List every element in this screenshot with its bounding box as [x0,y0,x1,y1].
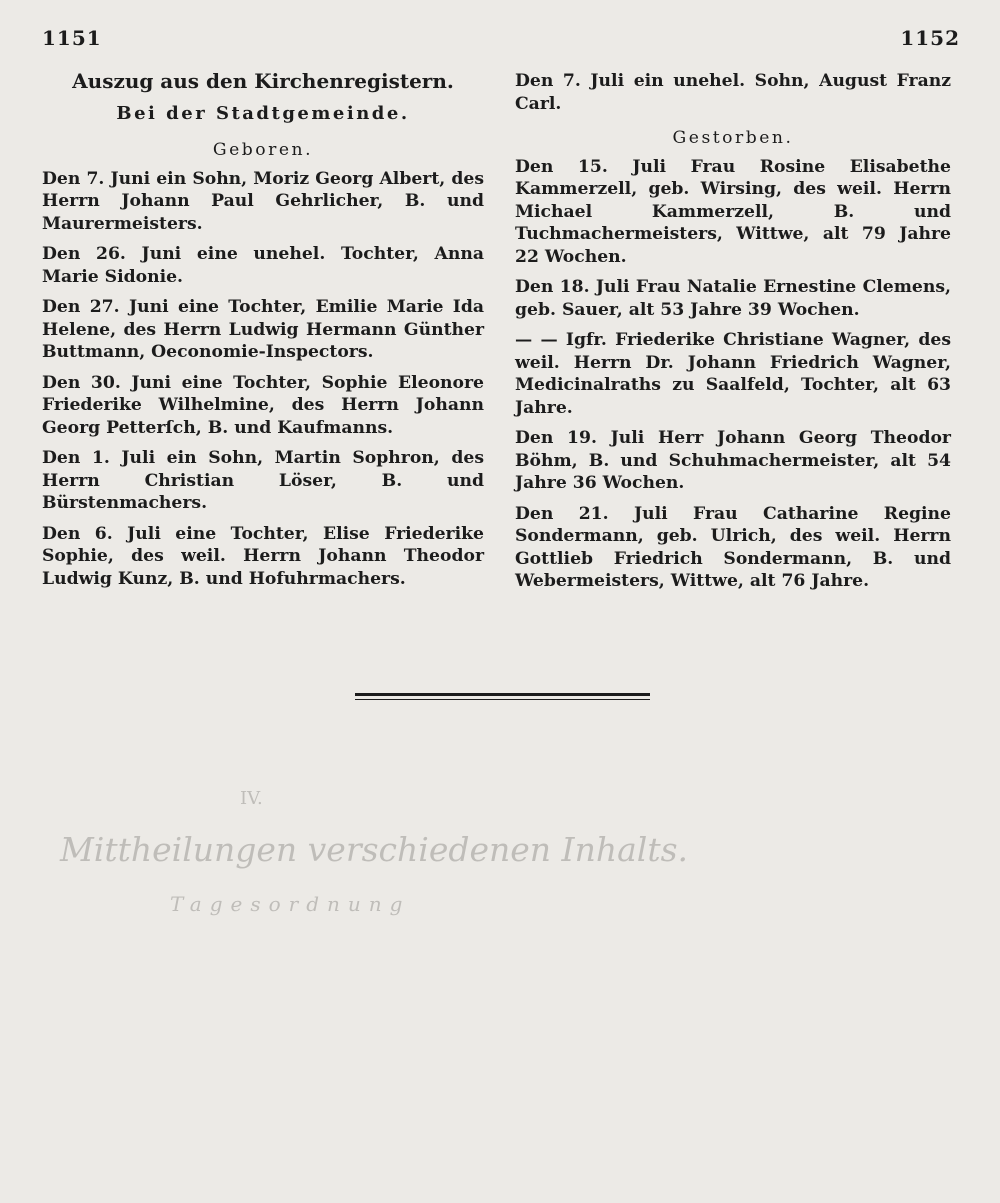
section-born-heading: Geboren. [212,140,314,160]
bleed-through-tag: Tagesordnung [170,892,411,916]
left-column [42,70,484,598]
register-subtitle: Bei der Stadtgemeinde. [116,102,410,124]
bleed-through-heading: Mittheilungen verschiedenen Inhalts. [60,830,688,869]
bleed-through-section-number: IV. [240,788,263,809]
birth-entry: Den 27. Juni eine Tochter, Emilie Marie Ida Helene, des Herrn Ludwig Hermann Günther Buttmann, Oeconomie-Inspectors. [42,297,484,362]
section-end-rule [355,693,650,703]
page-number-right: 1152 [900,26,960,50]
death-entry: Den 21. Juli Frau Catharine Regine Sondermann, geb. Ulrich, des weil. Herrn Gottlieb Friedrich Sondermann, B. und Webermeisters, Wittwe, alt 76 Jahre. [515,503,951,591]
page-number-left: 1151 [42,26,102,50]
death-entry: Den 19. Juli Herr Johann Georg Theodor Böhm, B. und Schuhmachermeister, alt 54 Jahre 36 Wochen. [515,428,951,493]
birth-entry: Den 1. Juli ein Sohn, Martin Sophron, des Herrn Christian Löser, B. und Bürstenmachers. [42,448,484,513]
death-entry: Den 18. Juli Frau Natalie Ernestine Clemens, geb. Sauer, alt 53 Jahre 39 Wochen. [515,277,951,320]
right-column [515,70,951,601]
birth-entry: Den 30. Juni eine Tochter, Sophie Eleonore Friederike Wilhelmine, des Herrn Johann Georg Petterſch, B. und Kaufmanns. [42,372,484,438]
birth-entry: Den 7. Juli ein unehel. Sohn, August Franz Carl. [515,71,951,114]
birth-entry: Den 26. Juni eine unehel. Tochter, Anna Marie Sidonie. [42,244,484,287]
birth-entry: Den 7. Juni ein Sohn, Moriz Georg Albert, des Herrn Johann Paul Gehrlicher, B. und Maurermeisters. [42,168,484,234]
death-entry: — — Igfr. Friederike Christiane Wagner, des weil. Herrn Dr. Johann Friedrich Wagner, Medicinalraths zu Saalfeld, Tochter, alt 63 Jahre. [515,330,951,418]
death-entry: Den 15. Juli Frau Rosine Elisabethe Kammerzell, geb. Wirsing, des weil. Herrn Michael Kammerzell, B. und Tuchmachermeisters, Wittwe, alt 79 Jahre 22 Wochen. [515,156,951,267]
birth-entry: Den 6. Juli eine Tochter, Elise Friederike Sophie, des weil. Herrn Johann Theodor Ludwig Kunz, B. und Hofuhrmachers. [42,523,484,589]
register-title: Auszug aus den Kirchenregistern. [72,69,454,93]
section-died-heading: Gestorben. [672,128,794,148]
